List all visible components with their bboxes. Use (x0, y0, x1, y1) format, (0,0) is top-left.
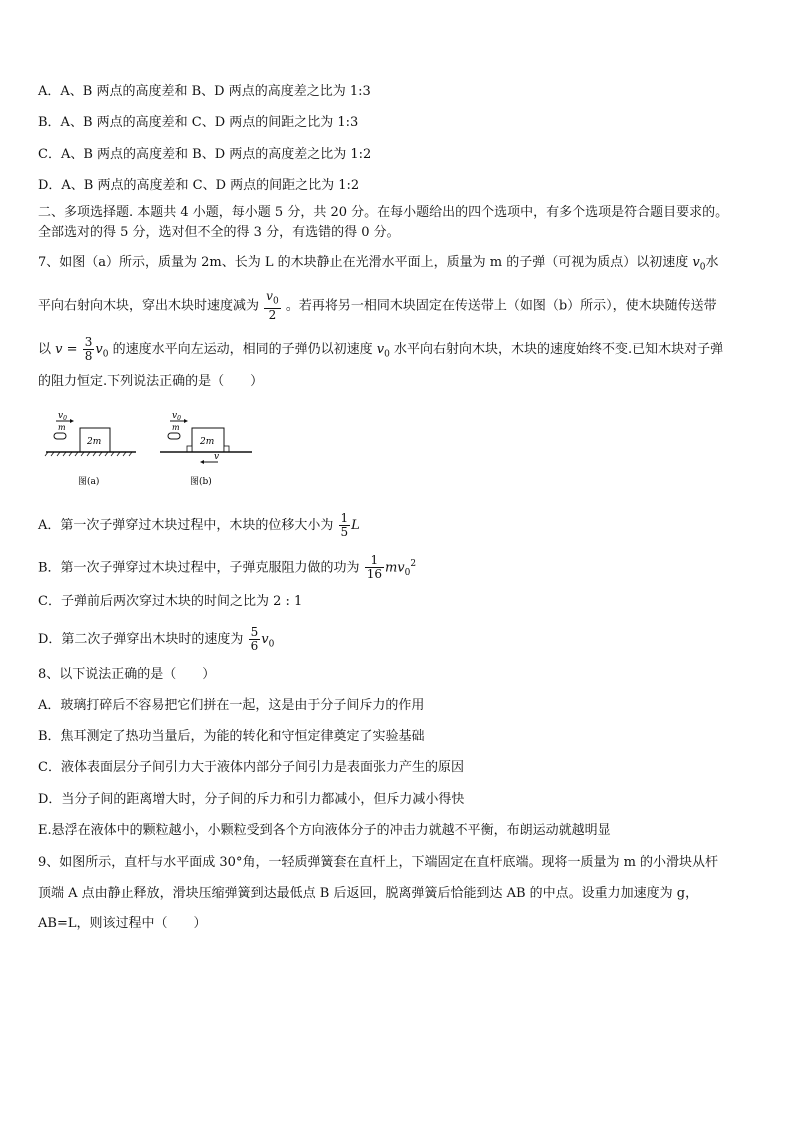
fraction-5-over-6: $\frac{5}{6}$ (250, 625, 259, 653)
fraction-3-over-8: $\frac{3}{8}$ (84, 335, 93, 363)
q8-stem: 8、以下说法正确的是（ ） (38, 667, 216, 682)
q7-stem-line4: 的阻力恒定.下列说法正确的是（ ） (38, 374, 264, 389)
section2-heading: 二、多项选择题. 本题共 4 小题，每小题 5 分，共 20 分。在每小题给出的四个选项中，有多个选项是符合题目要求的。 (38, 205, 729, 220)
q8-option-c: C．液体表面层分子间引力大于液体内部分子间引力是表面张力产生的原因 (38, 760, 464, 775)
q9-stem-line2: 顶端 A 点由静止释放，滑块压缩弹簧到达最低点 B 后返回，脱离弹簧后恰能到达 AB 的中点。设重力加速度为 g， (38, 886, 699, 901)
fig-a-mass-label: 2m (87, 437, 102, 447)
q8-option-e: E.悬浮在液体中的颗粒越小，小颗粒受到各个方向液体分子的冲击力就越不平衡，布朗运动就越明显 (38, 823, 611, 838)
q7-stem-line3: 以 v = $\frac{3}{8}$ $v_0$ 的速度水平向左运动，相同的子弹仍以初速度 $v_0$ 水平向右射向木块，木块的速度始终不变.已知木块对子弹 (38, 335, 724, 363)
fig-b-mass-label: 2m (200, 437, 215, 447)
q6-option-a: A．A、B 两点的高度差和 B、D 两点的高度差之比为 1:3 (38, 84, 371, 99)
q6-option-b: B．A、B 两点的高度差和 C、D 两点的间距之比为 1:3 (38, 115, 359, 130)
q7-stem-line2: 平向右射向木块，穿出木块时速度减为 $\frac{v_0}{2}$ 。若再将另一相同木块固定在传送带上（如图（b）所示），使木块随传送带 (38, 289, 717, 323)
fraction-1-over-16: $\frac{1}{16}$ (366, 553, 382, 582)
q9-stem-line1: 9、如图所示，直杆与水平面成 30°角，一轻质弹簧套在直杆上，下端固定在直杆底端。现将一质量为 m 的小滑块从杆 (38, 855, 719, 870)
fig-b-v0-label: $v_0$ (172, 411, 181, 422)
q8-option-b: B．焦耳测定了热功当量后，为能的转化和守恒定律奠定了实验基础 (38, 729, 425, 744)
fraction-1-over-5: $\frac{1}{5}$ (340, 511, 349, 539)
q7-stem-line1: 7、如图（a）所示，质量为 2m、长为 L 的木块静止在光滑水平面上，质量为 m 的子弹（可视为质点）以初速度 $v_0$水 (38, 255, 719, 273)
fraction-v0-over-2: $\frac{v_0}{2}$ (266, 289, 279, 323)
fig-a-caption: 图(a) (78, 477, 100, 487)
fig-b-caption: 图(b) (190, 477, 212, 487)
section2-heading-cont: 全部选对的得 5 分，选对但不全的得 3 分，有选错的得 0 分。 (38, 225, 400, 240)
fig-b-bullet (168, 433, 180, 439)
q7-option-b: B．第一次子弹穿过木块过程中，子弹克服阻力做的功为 $\frac{1}{16}$ $mv_0^2$ (38, 553, 417, 582)
fig-b-bullet-label: m (172, 423, 180, 432)
q7-option-a: A．第一次子弹穿过木块过程中，木块的位移大小为 $\frac{1}{5}$ L (38, 511, 360, 539)
fig-a-bullet (54, 433, 66, 439)
q9-stem-line3: AB=L，则该过程中（ ） (38, 916, 207, 931)
figure-b (160, 411, 252, 487)
fig-b-v-label: v (214, 452, 220, 462)
q7-option-d: D．第二次子弹穿出木块时的速度为 $\frac{5}{6}$ $v_0$ (38, 625, 275, 653)
q7-option-c: C．子弹前后两次穿过木块的时间之比为 2 : 1 (38, 594, 303, 609)
q7-figure (40, 408, 260, 488)
q8-option-d: D．当分子间的距离增大时，分子间的斥力和引力都减小，但斥力减小得快 (38, 792, 465, 807)
fig-a-bullet-label: m (58, 423, 66, 432)
q6-option-d: D．A、B 两点的高度差和 C、D 两点的间距之比为 1:2 (38, 178, 360, 193)
q8-option-a: A．玻璃打碎后不容易把它们拼在一起，这是由于分子间斥力的作用 (38, 698, 425, 713)
figure-a (45, 411, 136, 487)
fig-a-v0-label: $v_0$ (58, 411, 67, 422)
q6-option-c: C．A、B 两点的高度差和 B、D 两点的高度差之比为 1:2 (38, 147, 372, 162)
